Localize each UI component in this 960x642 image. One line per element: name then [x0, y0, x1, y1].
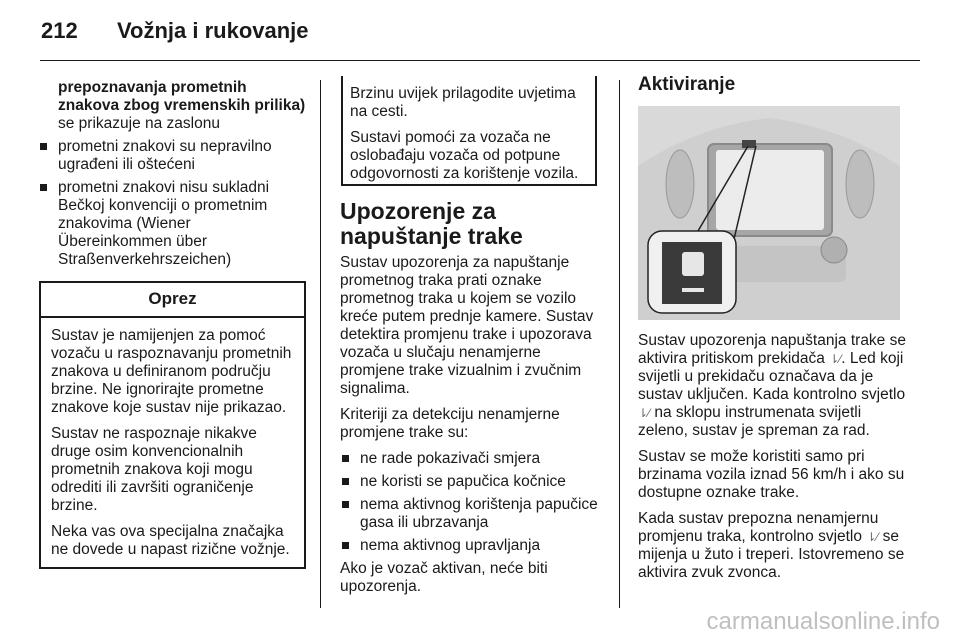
list-item: ne rade pokazivači smjera — [340, 450, 605, 468]
page-title: Vožnja i rukovanje — [117, 18, 309, 43]
list-item: prometni znakovi nisu sukladni Bečkoj konvenciji o prometnim znakovima (Wiener Übereinkommen über Straßenverkehrszeichen) — [38, 179, 304, 269]
section-heading: Upozorenje za napuštanje trake — [340, 198, 523, 249]
header-rule — [40, 60, 920, 61]
caution-box — [39, 281, 306, 569]
section-heading: Aktiviranje — [638, 74, 736, 95]
caution-text: Neka vas ova specijalna značajka ne dovede u napast rizične vožnje. — [51, 523, 290, 558]
column-divider — [320, 80, 321, 608]
page-number: 212 — [41, 18, 78, 43]
column-divider — [619, 80, 620, 608]
paragraph: Sustav upozorenja za napuštanje prometnog traka prati oznake prometnog traka u kojem se vozilo kreće putem prednje kamere. Sustav detektira promjenu trake i upozorava vozača u slučaju nenamjerne promjene trake vizualnim i zvučnim signalima. — [340, 254, 594, 397]
caution-title: Oprez — [41, 281, 304, 318]
list-item: nema aktivnog korištenja papučice gasa ili ubrzavanja — [340, 496, 605, 532]
paragraph: Sustav se može koristiti samo pri brzinama vozila iznad 56 km/h i ako su dostupne oznake trake. — [638, 448, 905, 501]
caution-box-continued — [341, 76, 597, 186]
lane-keep-icon: ⇂⁄ — [866, 530, 879, 544]
paragraph: Sustav upozorenja napuštanja trake se aktivira pritiskom prekidača ⇂⁄. Led koji svijetli u prekidaču označava da je sustav uključen. Kada kontrolno svjetlo ⇂⁄ na sklopu instrumenata svijetli zeleno, sustav je spreman za rad. — [638, 332, 906, 439]
caution-text: Sustav je namijenjen za pomoć vozaču u raspoznavanju prometnih znakova u definiranom području brzine. Ne ignorirajte prometne znakove koje sustav nije prikazao. — [51, 327, 292, 416]
intro-bold: prepoznavanja prometnih znakova zbog vremenskih prilika) — [58, 79, 306, 114]
watermark: carmanualsonline.info — [706, 608, 940, 635]
paragraph: Kada sustav prepozna nenamjernu promjenu traka, kontrolno svjetlo ⇂⁄ se mijenja u žuto i treperi. Istovremeno se aktivira zvuk zvonca. — [638, 510, 905, 581]
column-2 — [340, 199, 605, 604]
caution-text: Brzinu uvijek prilagodite uvjetima na cesti. — [350, 85, 576, 120]
column-1-bullets — [38, 138, 304, 274]
caution-text: Sustav ne raspoznaje nikakve druge osim konvencionalnih prometnih znakova koji mogu odrediti ili završiti ograničenje brzine. — [51, 425, 257, 514]
caution-text: Sustavi pomoći za vozača ne oslobađaju vozača od potpune odgovornosti za korištenje vozila. — [350, 129, 579, 182]
column-1 — [58, 79, 308, 138]
page-header — [0, 0, 960, 62]
list-item: prometni znakovi su nepravilno ugrađeni ili oštećeni — [38, 138, 304, 174]
list-item: nema aktivnog upravljanja — [340, 537, 605, 555]
dashboard-switch-illustration — [638, 106, 900, 320]
paragraph: Ako je vozač aktivan, neće biti upozorenja. — [340, 560, 548, 595]
column-3-heading — [638, 76, 908, 94]
paragraph: Kriteriji za detekciju nenamjerne promjene trake su: — [340, 406, 560, 441]
column-3 — [638, 332, 908, 590]
intro-text: se prikazuje na zaslonu — [58, 115, 220, 132]
lane-keep-icon: ⇂⁄ — [829, 352, 842, 366]
lane-keep-icon: ⇂⁄ — [638, 406, 651, 420]
list-item: ne koristi se papučica kočnice — [340, 473, 605, 491]
